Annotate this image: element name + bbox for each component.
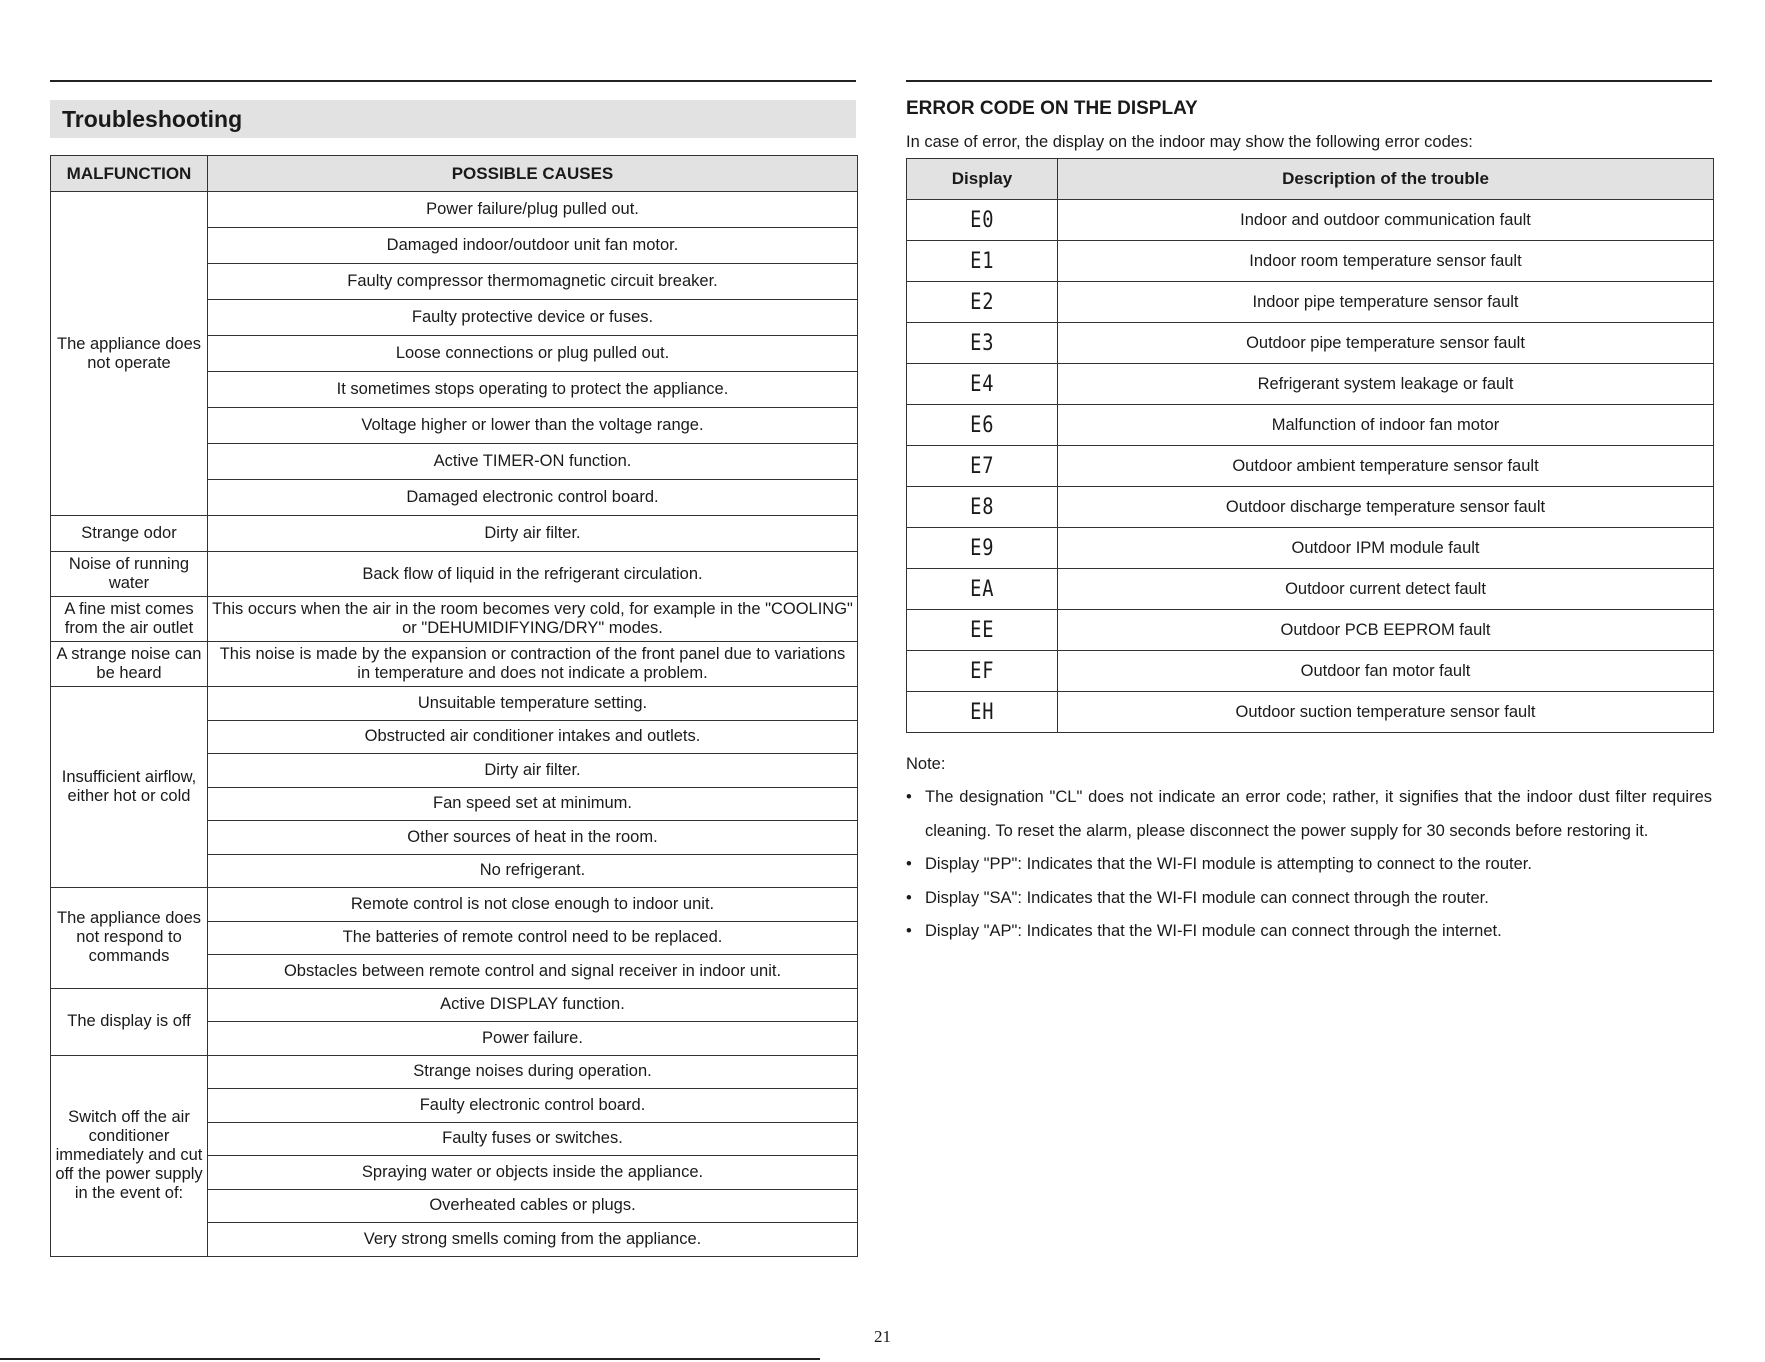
error-code-display: E9 [969,535,995,561]
error-code-cell [907,200,1058,241]
malfunction-cell: Noise of running water [51,552,208,597]
error-code-display: EH [969,699,995,725]
troubleshooting-row [51,642,858,687]
error-description-cell: Indoor room temperature sensor fault [1058,241,1714,282]
error-code-cell [907,364,1058,405]
cause-cell: Active DISPLAY function. [208,988,858,1022]
error-code-display: E4 [969,371,995,397]
possible-causes-header: POSSIBLE CAUSES [208,156,858,192]
cause-cell: Obstructed air conditioner intakes and outlets. [208,720,858,754]
cause-cell: Power failure/plug pulled out. [208,192,858,228]
cause-cell: Very strong smells coming from the appliance. [208,1223,858,1257]
error-description-cell: Refrigerant system leakage or fault [1058,364,1714,405]
troubleshooting-row [51,888,858,922]
error-code-row [907,651,1714,692]
left-top-rule [50,80,856,82]
error-code-row [907,569,1714,610]
troubleshooting-body [51,192,858,1257]
error-description-cell: Outdoor current detect fault [1058,569,1714,610]
error-code-display: EA [969,576,995,602]
cause-cell: Spraying water or objects inside the appliance. [208,1156,858,1190]
error-code-row [907,364,1714,405]
error-code-display: E1 [969,248,995,274]
cause-cell: Faulty compressor thermomagnetic circuit breaker. [208,264,858,300]
error-description-cell: Outdoor ambient temperature sensor fault [1058,446,1714,487]
note-item: • Display "SA": Indicates that the WI-FI module can connect through the router. [906,882,1712,915]
error-code-cell [907,610,1058,651]
malfunction-cell: Strange odor [51,516,208,552]
cause-cell: Back flow of liquid in the refrigerant circulation. [208,552,858,597]
error-code-row [907,610,1714,651]
cause-cell: No refrigerant. [208,854,858,888]
cause-cell: This occurs when the air in the room becomes very cold, for example in the "COOLING" or "DEHUMIDIFYING/DRY" modes. [208,597,858,642]
cause-cell: Loose connections or plug pulled out. [208,336,858,372]
note-item: • Display "PP": Indicates that the WI-FI module is attempting to connect to the router. [906,848,1712,881]
cause-cell: Fan speed set at minimum. [208,787,858,821]
cause-cell: Faulty protective device or fuses. [208,300,858,336]
troubleshooting-row [51,192,858,228]
cause-cell: Damaged indoor/outdoor unit fan motor. [208,228,858,264]
notes-section [906,748,1712,948]
cause-cell: Faulty fuses or switches. [208,1122,858,1156]
cause-cell: Power failure. [208,1022,858,1056]
error-code-cell [907,241,1058,282]
cause-cell: Other sources of heat in the room. [208,821,858,855]
error-description-cell: Malfunction of indoor fan motor [1058,405,1714,446]
error-code-display: E8 [969,494,995,520]
error-code-display: E2 [969,289,995,315]
cause-cell: It sometimes stops operating to protect the appliance. [208,372,858,408]
bottom-rule [0,1358,820,1360]
error-code-intro: In case of error, the display on the indoor may show the following error codes: [906,133,1473,151]
troubleshooting-title: Troubleshooting [50,100,856,138]
error-code-display: E3 [969,330,995,356]
cause-cell: Damaged electronic control board. [208,480,858,516]
error-code-cell [907,569,1058,610]
troubleshooting-row [51,597,858,642]
error-description-cell: Outdoor suction temperature sensor fault [1058,692,1714,733]
error-code-display: E7 [969,453,995,479]
cause-cell: Dirty air filter. [208,516,858,552]
cause-cell: Dirty air filter. [208,754,858,788]
error-code-cell [907,405,1058,446]
error-description-cell: Outdoor fan motor fault [1058,651,1714,692]
troubleshooting-row [51,552,858,597]
troubleshooting-table [50,155,858,1257]
error-description-cell: Indoor and outdoor communication fault [1058,200,1714,241]
description-header: Description of the trouble [1058,159,1714,200]
error-code-cell [907,446,1058,487]
error-code-row [907,405,1714,446]
troubleshooting-row [51,988,858,1022]
malfunction-cell: The display is off [51,988,208,1055]
error-code-row [907,528,1714,569]
error-code-row [907,446,1714,487]
error-code-cell [907,323,1058,364]
error-code-heading: ERROR CODE ON THE DISPLAY [906,98,1198,119]
display-header: Display [907,159,1058,200]
troubleshooting-row [51,687,858,721]
malfunction-cell: The appliance does not operate [51,192,208,516]
error-code-display: E0 [969,207,995,233]
notes-list [906,781,1712,948]
cause-cell: The batteries of remote control need to be replaced. [208,921,858,955]
error-code-row [907,692,1714,733]
error-code-cell [907,528,1058,569]
error-code-body [907,200,1714,733]
error-description-cell: Outdoor pipe temperature sensor fault [1058,323,1714,364]
error-description-cell: Indoor pipe temperature sensor fault [1058,282,1714,323]
error-description-cell: Outdoor PCB EEPROM fault [1058,610,1714,651]
cause-cell: Strange noises during operation. [208,1055,858,1089]
error-description-cell: Outdoor discharge temperature sensor fault [1058,487,1714,528]
notes-label: Note: [906,755,946,773]
cause-cell: Remote control is not close enough to indoor unit. [208,888,858,922]
error-code-cell [907,282,1058,323]
error-code-display: EF [969,658,995,684]
error-code-row [907,241,1714,282]
error-code-row [907,487,1714,528]
right-top-rule [906,80,1712,82]
error-code-table [906,158,1714,733]
malfunction-cell: Insufficient airflow, either hot or cold [51,687,208,888]
cause-cell: Voltage higher or lower than the voltage range. [208,408,858,444]
error-code-cell [907,651,1058,692]
error-code-row [907,200,1714,241]
note-item: • Display "AP": Indicates that the WI-FI module can connect through the internet. [906,915,1712,948]
troubleshooting-header-row [51,156,858,192]
malfunction-cell: Switch off the air conditioner immediately and cut off the power supply in the event of: [51,1055,208,1256]
troubleshooting-section [50,100,856,138]
error-code-section [906,98,1712,152]
troubleshooting-row [51,1055,858,1089]
error-description-cell: Outdoor IPM module fault [1058,528,1714,569]
error-code-row [907,323,1714,364]
malfunction-header: MALFUNCTION [51,156,208,192]
error-code-cell [907,487,1058,528]
malfunction-cell: A fine mist comes from the air outlet [51,597,208,642]
troubleshooting-row [51,516,858,552]
cause-cell: Faulty electronic control board. [208,1089,858,1123]
cause-cell: Overheated cables or plugs. [208,1189,858,1223]
cause-cell: This noise is made by the expansion or contraction of the front panel due to variations in temperature and does not indicate a problem. [208,642,858,687]
error-code-row [907,282,1714,323]
error-code-cell [907,692,1058,733]
error-code-display: EE [969,617,995,643]
malfunction-cell: The appliance does not respond to commands [51,888,208,989]
error-code-header-row [907,159,1714,200]
malfunction-cell: A strange noise can be heard [51,642,208,687]
cause-cell: Unsuitable temperature setting. [208,687,858,721]
error-code-display: E6 [969,412,995,438]
note-item: • The designation "CL" does not indicate an error code; rather, it signifies that the indoor dust filter requires cleaning. To reset the alarm, please disconnect the power supply for 30 seconds before restoring it. [906,781,1712,848]
cause-cell: Active TIMER-ON function. [208,444,858,480]
page-number: 21 [874,1327,891,1346]
cause-cell: Obstacles between remote control and signal receiver in indoor unit. [208,955,858,989]
